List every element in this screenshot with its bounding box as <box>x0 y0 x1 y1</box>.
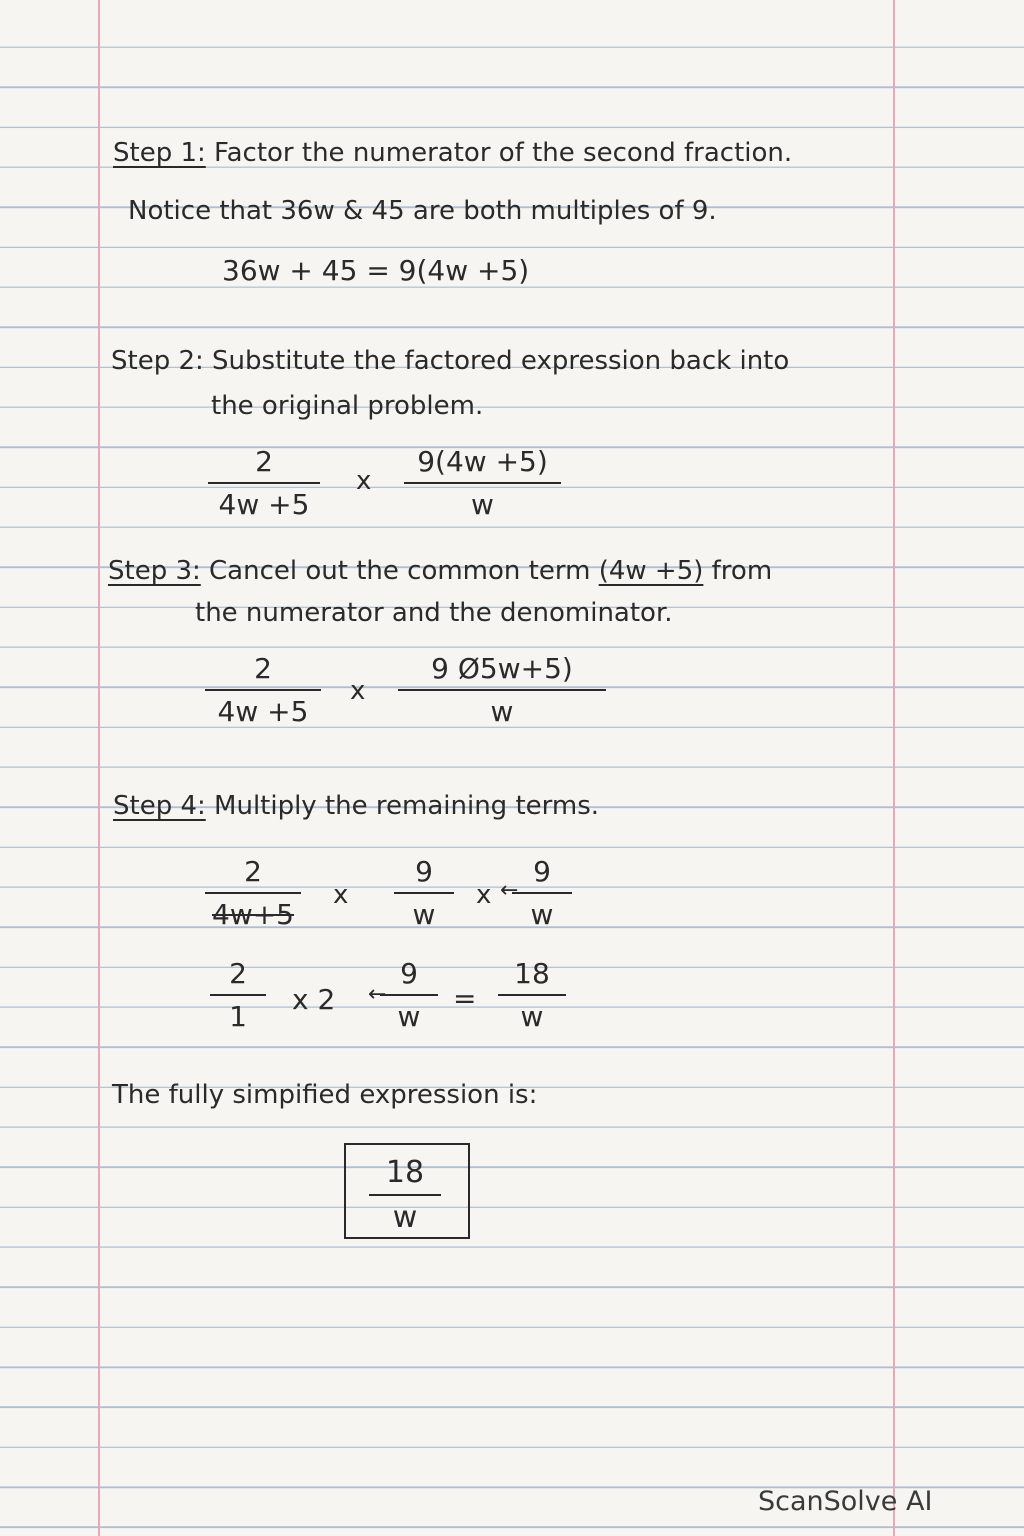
fraction-denominator: 4w +5 <box>205 689 321 728</box>
right-margin-line <box>893 0 895 1536</box>
fraction-denominator: w <box>404 482 561 521</box>
left-margin-line <box>98 0 100 1536</box>
step3-text-a: Cancel out the common term <box>209 556 591 586</box>
fraction-numerator: 2 <box>254 652 272 685</box>
step3-common-term: (4w +5) <box>598 556 704 586</box>
step3-text2: the numerator and the denominator. <box>195 598 673 628</box>
step3-text-b: from <box>711 556 773 586</box>
fraction-numerator: 2 <box>229 957 247 990</box>
arrow-left-icon: ← <box>368 982 387 1007</box>
fraction-numerator: 9 Ø5w+5) <box>431 652 573 685</box>
fraction-numerator: 9 <box>400 957 418 990</box>
step2-text2: the original problem. <box>211 391 484 421</box>
watermark: ScanSolve AI <box>758 1486 933 1517</box>
fraction-denominator: w <box>498 994 566 1033</box>
step4-row2-equals: = <box>453 982 477 1015</box>
fraction-numerator: 18 <box>385 1155 425 1190</box>
fraction-numerator: 2 <box>244 855 262 888</box>
step2-times-sign: x <box>356 466 372 496</box>
fraction-denominator: w <box>380 994 438 1033</box>
fraction-denominator: w <box>398 689 606 728</box>
step2-fraction-2 <box>404 445 561 521</box>
step4-row2-fraction-1 <box>210 957 266 1033</box>
step4-label: Step 4: <box>113 791 206 821</box>
fraction-numerator: 2 <box>255 445 273 478</box>
step4-row1-times-2: x <box>476 880 492 910</box>
step4-line <box>113 793 599 819</box>
step2-line <box>111 348 789 374</box>
step3-line <box>108 558 772 584</box>
step1-equation: 36w + 45 = 9(4w +5) <box>222 254 530 287</box>
step1-text: Factor the numerator of the second fraction. <box>214 138 793 168</box>
step4-row2-fraction-3 <box>498 957 566 1033</box>
step2-label: Step 2: <box>111 346 204 376</box>
step4-row1-fraction-3 <box>512 855 572 931</box>
step1-label: Step 1: <box>113 138 206 168</box>
fraction-denominator: w <box>512 892 572 931</box>
step4-row2-fraction-2 <box>380 957 438 1033</box>
step4-row1-times-1: x <box>333 880 349 910</box>
fraction-denominator-struck: 4w+5 <box>205 892 301 931</box>
step1-line <box>113 140 792 166</box>
fraction-numerator: 9 <box>415 855 433 888</box>
fraction-denominator: 1 <box>210 994 266 1033</box>
step1-note: Notice that 36w & 45 are both multiples of 9. <box>128 196 717 226</box>
conclusion-text: The fully simpified expression is: <box>112 1080 538 1110</box>
answer-fraction <box>369 1155 441 1235</box>
fraction-denominator: w <box>369 1194 441 1235</box>
step4-row2-times: x 2 <box>292 983 336 1016</box>
arrow-left-icon: ← <box>500 878 519 903</box>
step4-text: Multiply the remaining terms. <box>214 791 600 821</box>
fraction-denominator: 4w +5 <box>208 482 320 521</box>
answer-box <box>344 1143 470 1239</box>
step3-label: Step 3: <box>108 556 201 586</box>
step4-row1-fraction-2 <box>394 855 454 931</box>
fraction-denominator: w <box>394 892 454 931</box>
step2-fraction-1 <box>208 445 320 521</box>
fraction-numerator: 9(4w +5) <box>417 445 548 478</box>
fraction-numerator: 9 <box>533 855 551 888</box>
step3-fraction-2 <box>398 652 606 728</box>
fraction-numerator: 18 <box>514 957 550 990</box>
step3-times-sign: x <box>350 676 366 706</box>
step3-fraction-1 <box>205 652 321 728</box>
step4-row1-fraction-1 <box>205 855 301 931</box>
step2-text: Substitute the factored expression back into <box>212 346 790 376</box>
